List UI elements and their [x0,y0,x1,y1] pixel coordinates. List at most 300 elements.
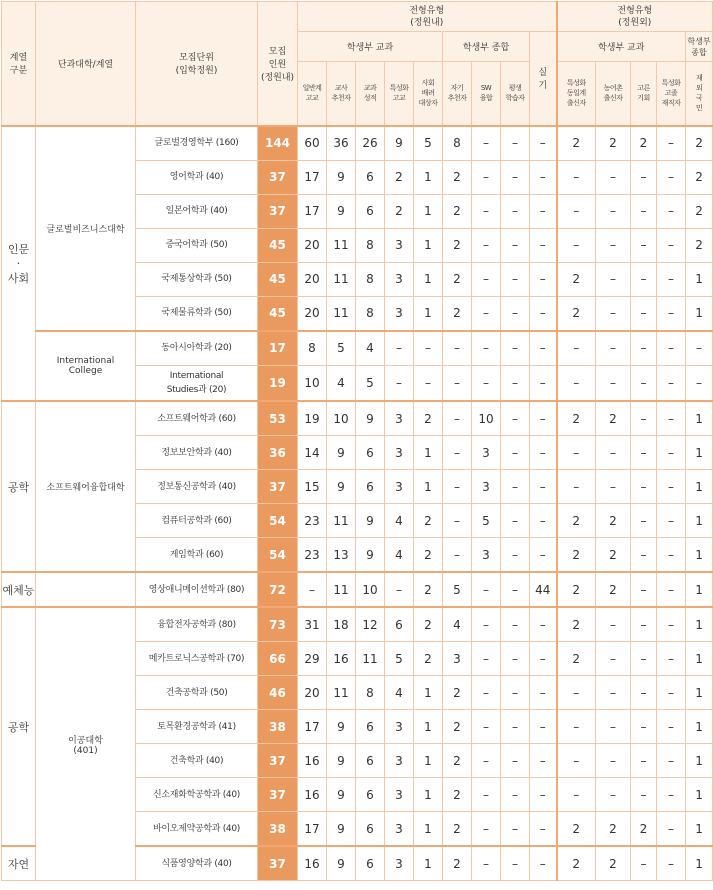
col-specialized-same: 특성화 동일계 출신자 [557,62,596,126]
col-employed: 특성화 고졸 재직자 [657,62,686,126]
value-cell: – [596,194,631,228]
header-college: 단과대학/계열 [36,2,136,126]
unit-cell: 정보보안학과 (40) [136,436,258,470]
value-cell: 29 [298,642,327,676]
value-cell: – [501,812,530,847]
value-cell: – [631,331,657,366]
value-cell: – [501,846,530,881]
unit-cell: 국제통상학과 (50) [136,262,258,296]
value-cell: – [657,470,686,504]
col-lifelong: 평생 학습자 [501,62,530,126]
value-cell: – [472,194,501,228]
value-cell: – [530,744,557,778]
value-cell: – [472,296,501,331]
value-cell: 5 [443,572,472,607]
value-cell: – [472,778,501,812]
value-cell: – [530,710,557,744]
value-cell: 8 [443,126,472,161]
value-cell: 1 [686,710,713,744]
col-rural: 농어촌 출신자 [596,62,631,126]
value-cell: 8 [356,676,385,710]
value-cell: 6 [356,470,385,504]
header-out-subject: 학생부 교과 [557,32,686,62]
value-cell: 1 [414,296,443,331]
value-cell: 3 [472,436,501,470]
value-cell: – [530,228,557,262]
unit-cell: 식품영양학과 (40) [136,846,258,881]
value-cell: – [501,262,530,296]
value-cell: – [501,504,530,538]
value-cell: 2 [631,126,657,161]
value-cell: 8 [356,296,385,331]
value-cell: 2 [557,607,596,642]
value-cell: – [631,365,657,401]
value-cell: – [657,160,686,194]
value-cell: – [596,470,631,504]
value-cell: 8 [356,228,385,262]
value-cell: 9 [327,194,356,228]
value-cell: – [657,744,686,778]
college-cell [36,572,136,607]
value-cell: – [657,572,686,607]
total-cell: 72 [258,572,298,607]
value-cell: 20 [298,296,327,331]
value-cell: 3 [385,401,414,436]
value-cell: – [657,436,686,470]
value-cell: 5 [414,126,443,161]
value-cell: 17 [298,194,327,228]
value-cell: – [596,262,631,296]
value-cell: 1 [414,744,443,778]
value-cell: 3 [385,778,414,812]
value-cell: 6 [356,846,385,881]
header-practical: 실 기 [530,32,557,126]
value-cell: – [596,365,631,401]
value-cell: – [530,436,557,470]
value-cell: – [596,228,631,262]
college-cell: 소프트웨어융합대학 [36,401,136,572]
value-cell: – [530,194,557,228]
value-cell: – [557,194,596,228]
value-cell: – [631,262,657,296]
value-cell: 2 [557,504,596,538]
value-cell: 1 [686,642,713,676]
total-cell: 37 [258,778,298,812]
value-cell: – [557,228,596,262]
value-cell: 2 [385,194,414,228]
value-cell: – [501,228,530,262]
value-cell: – [596,676,631,710]
col-general-hs: 일반계 고교 [298,62,327,126]
value-cell: – [530,470,557,504]
value-cell: 1 [686,538,713,573]
value-cell: – [501,331,530,366]
value-cell: 1 [414,812,443,847]
value-cell: – [657,812,686,847]
col-equal-opp: 고른 기회 [631,62,657,126]
value-cell: – [686,331,713,366]
unit-cell: 글로벌경영학부 (160) [136,126,258,161]
value-cell: 2 [443,296,472,331]
value-cell: – [385,572,414,607]
value-cell: 2 [414,572,443,607]
value-cell: – [657,642,686,676]
unit-cell: 동아시아학과 (20) [136,331,258,366]
total-cell: 38 [258,812,298,847]
value-cell: – [631,607,657,642]
value-cell: 2 [557,126,596,161]
value-cell: 1 [686,572,713,607]
value-cell: 6 [356,160,385,194]
total-cell: 36 [258,436,298,470]
value-cell: – [631,710,657,744]
value-cell: – [557,365,596,401]
value-cell: – [657,504,686,538]
value-cell: 11 [327,228,356,262]
value-cell: – [557,160,596,194]
value-cell: 2 [557,262,596,296]
value-cell: 1 [686,607,713,642]
value-cell: 2 [443,676,472,710]
value-cell: – [530,538,557,573]
admission-table [1,1,713,881]
header-in-comprehensive: 학생부 종합 [443,32,530,62]
value-cell: – [472,126,501,161]
value-cell: 2 [557,401,596,436]
value-cell: – [657,365,686,401]
col-overseas: 재 외 국 민 [686,62,713,126]
value-cell: – [596,436,631,470]
college-cell: International College [36,331,136,402]
value-cell: 10 [356,572,385,607]
value-cell: 3 [385,470,414,504]
total-cell: 37 [258,194,298,228]
total-cell: 45 [258,228,298,262]
value-cell: – [501,470,530,504]
value-cell: 1 [414,470,443,504]
value-cell: – [631,436,657,470]
header-total: 모집 인원 (정원내) [258,2,298,126]
total-cell: 37 [258,846,298,881]
unit-cell: 국제물류학과 (50) [136,296,258,331]
value-cell: 23 [298,504,327,538]
value-cell: – [472,812,501,847]
value-cell: – [530,504,557,538]
header-out-comprehensive: 학생부 종합 [686,32,713,62]
value-cell: – [501,572,530,607]
value-cell: 2 [443,812,472,847]
value-cell: – [631,538,657,573]
value-cell: 15 [298,470,327,504]
value-cell: 2 [443,744,472,778]
value-cell: 2 [596,504,631,538]
value-cell: 9 [327,778,356,812]
value-cell: 1 [686,262,713,296]
value-cell: – [385,365,414,401]
value-cell: – [501,642,530,676]
value-cell: – [501,401,530,436]
value-cell: – [414,331,443,366]
value-cell: 9 [356,504,385,538]
value-cell: – [414,365,443,401]
value-cell: 1 [414,228,443,262]
total-cell: 66 [258,642,298,676]
value-cell: – [557,676,596,710]
value-cell: – [631,160,657,194]
college-cell: 글로벌비즈니스대학 [36,126,136,331]
value-cell: 2 [443,710,472,744]
total-cell: 37 [258,160,298,194]
unit-cell: 일본어학과 (40) [136,194,258,228]
category-cell: 자연 [2,846,36,881]
value-cell: 6 [356,710,385,744]
value-cell: – [657,607,686,642]
unit-cell: 융합전자공학과 (80) [136,607,258,642]
total-cell: 38 [258,710,298,744]
value-cell: – [596,710,631,744]
value-cell: 2 [686,126,713,161]
value-cell: 20 [298,228,327,262]
col-sw-convergence: SW 융합 [472,62,501,126]
value-cell: 4 [385,676,414,710]
value-cell: 2 [596,538,631,573]
value-cell: 17 [298,710,327,744]
value-cell: 3 [472,470,501,504]
value-cell: – [631,194,657,228]
value-cell: 13 [327,538,356,573]
value-cell: 10 [327,401,356,436]
value-cell: 2 [596,846,631,881]
header-category: 계열 구분 [2,2,36,126]
value-cell: – [596,296,631,331]
value-cell: – [472,262,501,296]
value-cell: 9 [327,744,356,778]
value-cell: 6 [356,812,385,847]
value-cell: 5 [327,331,356,366]
value-cell: 3 [385,744,414,778]
value-cell: – [443,401,472,436]
value-cell: – [657,401,686,436]
value-cell: – [530,365,557,401]
value-cell: – [501,160,530,194]
value-cell: 9 [327,470,356,504]
category-cell: 예체능 [2,572,36,607]
value-cell: 4 [385,504,414,538]
value-cell: – [596,744,631,778]
col-social-care: 사회 배려 대상자 [414,62,443,126]
value-cell: – [530,331,557,366]
unit-cell: 중국어학과 (50) [136,228,258,262]
unit-cell: 바이오제약공학과 (40) [136,812,258,847]
total-cell: 19 [258,365,298,401]
value-cell: – [657,262,686,296]
value-cell: 5 [385,642,414,676]
value-cell: 4 [356,331,385,366]
value-cell: 3 [443,642,472,676]
value-cell: – [501,365,530,401]
value-cell: 2 [443,194,472,228]
value-cell: 2 [557,296,596,331]
header-type-out: 전형유형 (정원외) [557,2,713,32]
value-cell: 9 [327,436,356,470]
value-cell: 60 [298,126,327,161]
value-cell: 3 [385,436,414,470]
table-row [2,572,713,607]
value-cell: – [501,607,530,642]
value-cell: 23 [298,538,327,573]
value-cell: 2 [596,126,631,161]
value-cell: 6 [356,194,385,228]
value-cell: 9 [327,812,356,847]
value-cell: 9 [327,846,356,881]
value-cell: – [501,296,530,331]
value-cell: – [472,744,501,778]
value-cell: 9 [356,538,385,573]
unit-cell: 정보통신공학과 (40) [136,470,258,504]
value-cell: 1 [686,778,713,812]
value-cell: – [657,778,686,812]
value-cell: 2 [596,572,631,607]
value-cell: 20 [298,676,327,710]
total-cell: 53 [258,401,298,436]
total-cell: 46 [258,676,298,710]
value-cell: 2 [385,160,414,194]
value-cell: 12 [356,607,385,642]
value-cell: 2 [414,401,443,436]
unit-cell: 영어학과 (40) [136,160,258,194]
value-cell: – [596,778,631,812]
value-cell: 1 [414,436,443,470]
value-cell: – [557,470,596,504]
value-cell: 4 [327,365,356,401]
unit-cell: 토목환경공학과 (41) [136,710,258,744]
value-cell: – [530,607,557,642]
value-cell: – [530,642,557,676]
value-cell: – [501,778,530,812]
value-cell: – [557,744,596,778]
value-cell: 1 [686,296,713,331]
value-cell: – [298,572,327,607]
value-cell: 11 [327,262,356,296]
value-cell: 4 [385,538,414,573]
value-cell: – [501,126,530,161]
value-cell: 10 [298,365,327,401]
value-cell: – [596,160,631,194]
value-cell: – [443,331,472,366]
unit-cell: International Studies과 (20) [136,365,258,401]
value-cell: 36 [327,126,356,161]
value-cell: 11 [327,676,356,710]
value-cell: 10 [472,401,501,436]
value-cell: 2 [596,812,631,847]
value-cell: 3 [385,262,414,296]
value-cell: 9 [385,126,414,161]
col-self-rec: 자기 추천자 [443,62,472,126]
value-cell: 2 [557,846,596,881]
value-cell: 14 [298,436,327,470]
value-cell: 1 [414,194,443,228]
value-cell: – [501,676,530,710]
table-row [2,331,713,366]
value-cell: – [631,296,657,331]
value-cell: 1 [414,846,443,881]
value-cell: – [385,331,414,366]
value-cell: 16 [298,846,327,881]
value-cell: 5 [472,504,501,538]
value-cell: 11 [356,642,385,676]
value-cell: – [657,676,686,710]
col-specialized-hs: 특성화 고교 [385,62,414,126]
value-cell: 3 [385,296,414,331]
value-cell: – [631,846,657,881]
value-cell: 1 [686,846,713,881]
value-cell: 1 [414,262,443,296]
value-cell: – [472,160,501,194]
value-cell: – [530,160,557,194]
value-cell: 44 [530,572,557,607]
value-cell: 9 [327,160,356,194]
value-cell: 2 [414,504,443,538]
total-cell: 45 [258,296,298,331]
value-cell: 31 [298,607,327,642]
value-cell: 6 [356,744,385,778]
total-cell: 17 [258,331,298,366]
value-cell: – [657,331,686,366]
value-cell: – [472,642,501,676]
value-cell: 3 [385,812,414,847]
value-cell: 11 [327,296,356,331]
value-cell: – [443,504,472,538]
value-cell: – [631,401,657,436]
value-cell: – [596,642,631,676]
col-grades: 교과 성적 [356,62,385,126]
value-cell: – [472,331,501,366]
value-cell: 1 [686,436,713,470]
value-cell: 18 [327,607,356,642]
unit-cell: 메카트로닉스공학과 (70) [136,642,258,676]
value-cell: – [631,642,657,676]
value-cell: – [557,436,596,470]
value-cell: 2 [443,228,472,262]
value-cell: – [530,846,557,881]
value-cell: – [657,846,686,881]
value-cell: 6 [385,607,414,642]
value-cell: – [657,710,686,744]
value-cell: – [501,710,530,744]
value-cell: 17 [298,812,327,847]
unit-cell: 게임학과 (60) [136,538,258,573]
value-cell: – [443,365,472,401]
category-cell: 공학 [2,607,36,846]
value-cell: 1 [686,470,713,504]
value-cell: 1 [686,744,713,778]
value-cell: 1 [686,812,713,847]
value-cell: 2 [414,607,443,642]
total-cell: 73 [258,607,298,642]
value-cell: – [631,744,657,778]
value-cell: – [657,538,686,573]
value-cell: – [631,676,657,710]
value-cell: 2 [557,572,596,607]
value-cell: – [472,846,501,881]
value-cell: – [657,194,686,228]
value-cell: – [501,436,530,470]
value-cell: – [443,538,472,573]
value-cell: – [501,538,530,573]
total-cell: 54 [258,538,298,573]
value-cell: 2 [414,538,443,573]
value-cell: 3 [472,538,501,573]
